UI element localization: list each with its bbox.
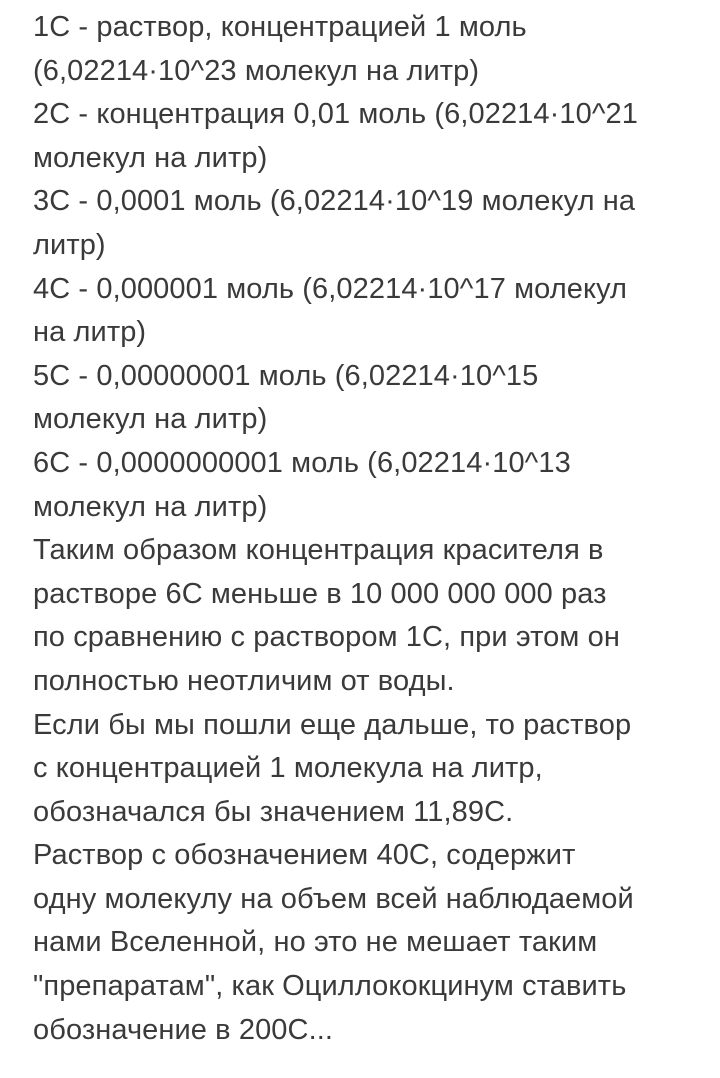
text-line: растворе 6С меньше в 10 000 000 000 раз [33,577,607,610]
text-line: 5С - 0,00000001 моль (6,02214·10^15 [33,359,539,392]
text-line: литр) [33,228,106,261]
text-line: (6,02214·10^23 молекул на литр) [33,54,480,87]
text-line: обозначение в 200С... [33,1013,334,1046]
text-line: 6С - 0,0000000001 моль (6,02214·10^13 [33,446,571,479]
text-line: полностью неотличим от воды. [33,664,455,697]
text-line: 3С - 0,0001 моль (6,02214·10^19 молекул на [33,185,636,218]
text-line: по сравнению с раствором 1С, при этом он [33,621,620,654]
text-line: нами Вселенной, но это не мешает таким [33,926,598,959]
text-line: с концентрацией 1 молекула на литр, [33,752,543,785]
document-text [33,6,703,1052]
text-line: молекул на литр) [33,403,268,436]
text-line: 2С - концентрация 0,01 моль (6,02214·10^21 [33,98,639,131]
text-line: 1С - раствор, концентрацией 1 моль [33,11,527,43]
text-line: на литр) [33,316,147,349]
text-line: молекул на литр) [33,141,268,174]
text-line: Таким образом концентрация красителя в [33,534,604,567]
text-line: молекул на литр) [33,490,268,523]
text-line: Если бы мы пошли еще дальше, то раствор [33,708,632,741]
text-line: одну молекулу на объем всей наблюдаемой [33,882,634,915]
text-line: Раствор с обозначением 40С, содержит [33,839,576,872]
text-line: 4С - 0,000001 моль (6,02214·10^17 молекул [33,272,628,305]
text-line: обозначался бы значением 11,89С. [33,795,514,828]
text-line: "препаратам", как Оциллококцинум ставить [33,970,627,1003]
